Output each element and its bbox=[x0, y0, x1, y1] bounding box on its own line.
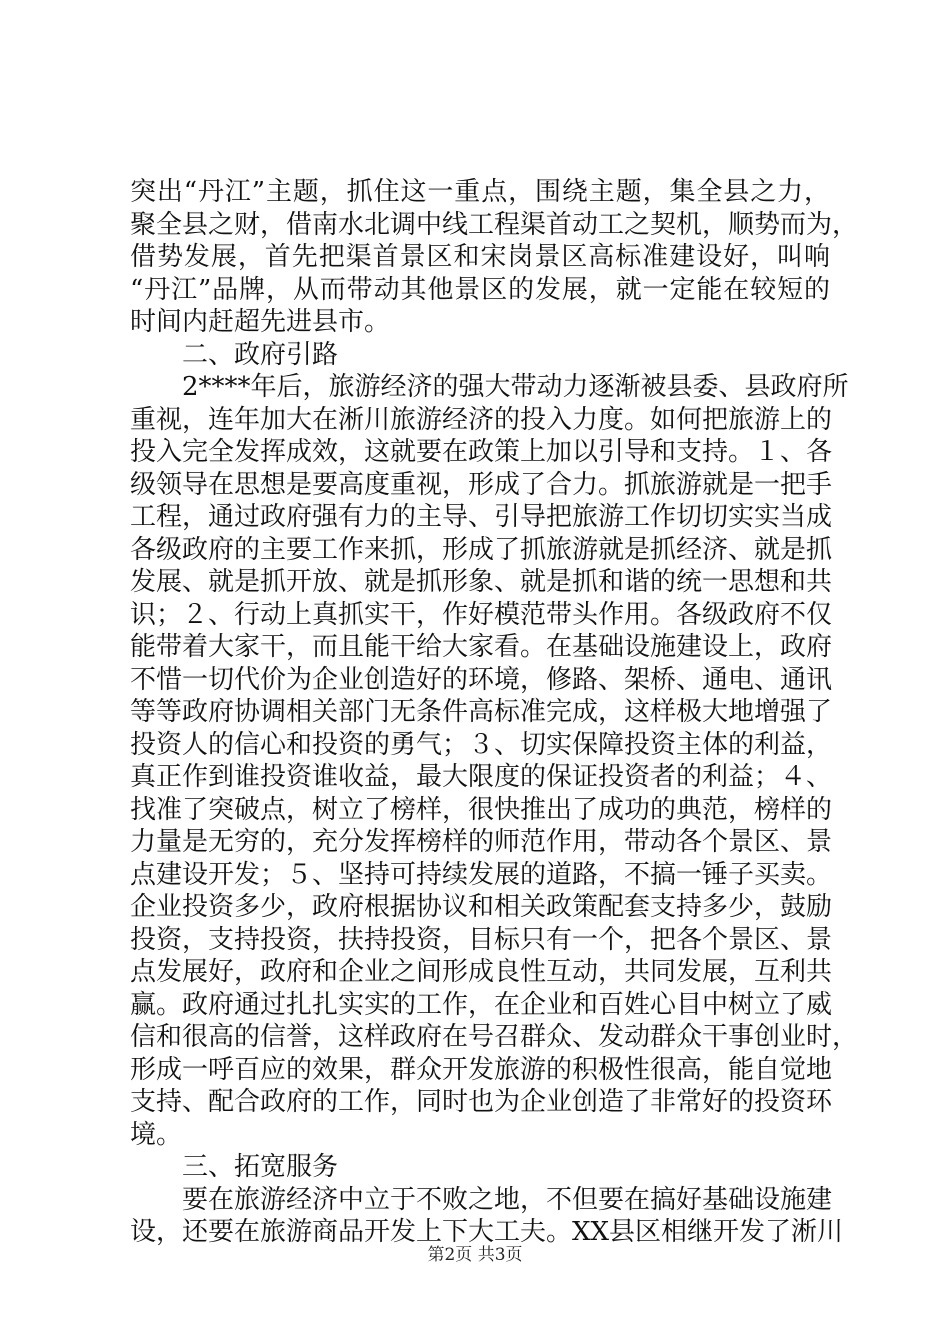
document-body bbox=[130, 176, 859, 1249]
text-line: 时间内赶超先进县市。 bbox=[130, 307, 391, 337]
text-line: 借势发展，首先把渠首景区和宋岗景区高标准建设好，叫响 bbox=[130, 242, 830, 272]
text-line: 点发展好，政府和企业之间形成良性互动，共同发展，互利共 bbox=[130, 957, 833, 987]
text-line: 各级政府的主要工作来抓，形成了抓旅游就是抓经济、就是抓 bbox=[130, 534, 833, 565]
text-line: 设，还要在旅游商品开发上下大工夫。XX县区相继开发了淅川 bbox=[130, 1217, 844, 1247]
text-line: 不惜一切代价为企业创造好的环境，修路、架桥、通电、通讯 bbox=[130, 664, 833, 695]
text-line: 境。 bbox=[130, 1119, 183, 1150]
text-line: 重视，连年加大在淅川旅游经济的投入力度。如何把旅游上的 bbox=[130, 404, 833, 435]
text-line: 要在旅游经济中立于不败之地，不但要在搞好基础设施建 bbox=[182, 1184, 833, 1215]
text-line: 赢。政府通过扎扎实实的工作，在企业和百姓心目中树立了威 bbox=[130, 989, 833, 1020]
text-line: 识；２、行动上真抓实干，作好模范带头作用。各级政府不仅 bbox=[130, 599, 833, 630]
text-line: 信和很高的信誉，这样政府在号召群众、发动群众干事创业时， bbox=[130, 1022, 859, 1052]
section-heading: 二、政府引路 bbox=[182, 339, 339, 370]
text-line: 发展、就是抓开放、就是抓形象、就是抓和谐的统一思想和共 bbox=[130, 567, 833, 597]
text-line: 力量是无穷的，充分发挥榜样的师范作用，带动各个景区、景 bbox=[130, 827, 833, 857]
section-heading: 三、拓宽服务 bbox=[182, 1152, 339, 1182]
text-line: 找准了突破点，树立了榜样，很快推出了成功的典范，榜样的 bbox=[130, 794, 833, 825]
text-line: 聚全县之财，借南水北调中线工程渠首动工之契机，顺势而为， bbox=[130, 209, 859, 240]
text-line: 真正作到谁投资谁收益，最大限度的保证投资者的利益；４、 bbox=[130, 762, 833, 792]
text-line: 点建设开发；５、坚持可持续发展的道路，不搞一锤子买卖。 bbox=[130, 859, 833, 890]
text-line: 2****年后，旅游经济的强大带动力逐渐被县委、县政府所 bbox=[182, 372, 849, 402]
text-line: 突出“丹江”主题，抓住这一重点，围绕主题，集全县之力， bbox=[130, 177, 830, 207]
text-line: 工程，通过政府强有力的主导、引导把旅游工作切切实实当成 bbox=[130, 502, 833, 532]
text-line: 投入完全发挥成效，这就要在政策上加以引导和支持。１、各 bbox=[130, 437, 833, 467]
page-footer: 第2页 共3页 bbox=[427, 1245, 523, 1265]
text-line: 级领导在思想是要高度重视，形成了合力。抓旅游就是一把手 bbox=[130, 469, 833, 500]
text-line: 能带着大家干，而且能干给大家看。在基础设施建设上，政府 bbox=[130, 632, 833, 662]
text-line: 形成一呼百应的效果，群众开发旅游的积极性很高，能自觉地 bbox=[130, 1054, 833, 1085]
text-line: “丹江”品牌，从而带动其他景区的发展，就一定能在较短的 bbox=[130, 274, 830, 305]
text-line: 投资人的信心和投资的勇气；３、切实保障投资主体的利益， bbox=[130, 729, 833, 760]
text-line: 支持、配合政府的工作，同时也为企业创造了非常好的投资环 bbox=[130, 1087, 833, 1117]
text-line: 等等政府协调相关部门无条件高标准完成，这样极大地增强了 bbox=[130, 697, 833, 727]
text-line: 企业投资多少，政府根据协议和相关政策配套支持多少，鼓励 bbox=[130, 892, 833, 922]
text-line: 投资，支持投资，扶持投资，目标只有一个，把各个景区、景 bbox=[130, 924, 833, 955]
